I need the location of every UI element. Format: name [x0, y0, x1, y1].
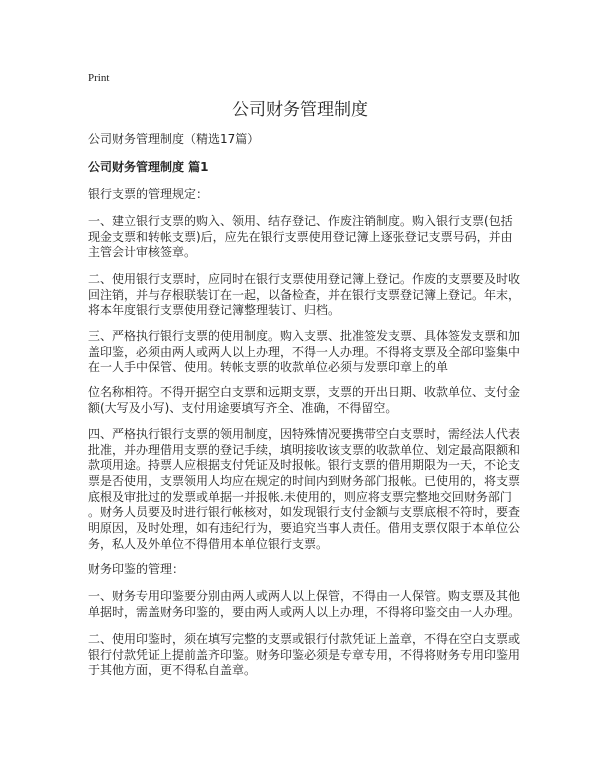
paragraph-line: 四、严格执行银行支票的领用制度，因特殊情况要携带空白支票时，需经法人代表	[88, 427, 521, 441]
paragraph-line: 。财务人员要及时进行银行帐核对，如发现银行支付金额与支票底根不符时，要查	[88, 505, 521, 520]
paragraph-line: 底根及审批过的发票或单据一并报帐.未使用的，则应将支票完整地交回财务部门	[88, 489, 512, 504]
paragraph	[88, 589, 548, 620]
paragraph-line: 单据时，需盖财务印鉴的，要由两人或两人以上办理，不得将印鉴交由一人办理。	[88, 604, 521, 619]
paragraph-line: 一、建立银行支票的购入、领用、结存登记、作废注销制度。购入银行支票(包括	[88, 214, 513, 228]
paragraph-line: 现金支票和转帐支票)后，应先在银行支票使用登记簿上逐张登记支票号码，并由	[88, 229, 513, 244]
paragraph-line: 位名称相符。不得开据空白支票和远期支票，支票的开出日期、收款单位、支付金	[88, 385, 521, 399]
paragraph-line: 财务印鉴的管理：	[88, 562, 185, 576]
paragraph-line: 二、使用印鉴时，须在填写完整的支票或银行付款凭证上盖章，不得在空白支票或	[88, 632, 521, 646]
paragraph	[88, 329, 548, 376]
paragraph-line: 明原因，及时处理，如有违纪行为，要追究当事人责任。借用支票仅限于本单位公	[88, 521, 521, 536]
paragraph	[88, 427, 548, 553]
paragraph-line: 将本年度银行支票使用登记簿整理装订、归档。	[88, 303, 341, 318]
document-subtitle: 公司财务管理制度（精选17篇）	[88, 132, 260, 146]
paragraph-line: 在一人手中保管、使用。转帐支票的收款单位必须与发票印章上的单	[88, 360, 449, 375]
paragraph-line: 盖印鉴，必须由两人或两人以上办理，不得一人办理。不得将支票及全部印鉴集中	[88, 344, 521, 359]
paragraph-line: 银行支票的管理规定：	[88, 187, 209, 201]
paragraph-line: 批准，并办理借用支票的登记手续，填明接收该支票的收款单位、划定最高限额和	[88, 442, 521, 457]
paragraph-line: 款项用途。持票人应根据支付凭证及时报帐。银行支票的借用期限为一天，不论支	[88, 458, 521, 473]
paragraph-line: 三、严格执行银行支票的使用制度。购入支票、批准签发支票、具体签发支票和加	[88, 329, 521, 343]
paragraph-line: 于其他方面，更不得私自盖章。	[88, 663, 257, 678]
paragraph	[88, 562, 548, 578]
paragraph-line: 务，私人及外单位不得借用本单位银行支票。	[88, 536, 329, 551]
paragraph-line: 二、使用银行支票时，应同时在银行支票使用登记簿上登记。作废的支票要及时收	[88, 272, 521, 286]
paragraph-line: 主管会计审核签章。	[88, 245, 197, 260]
print-label: Print	[88, 72, 110, 84]
paragraph-line: 票是否使用，支票领用人均应在规定的时间内到财务部门报帐。已使用的，将支票	[88, 474, 521, 489]
paragraph-line: 额(大写及小写)、支付用途要填写齐全、准确，不得留空。	[88, 400, 398, 415]
section-heading: 公司财务管理制度 篇1	[88, 160, 209, 174]
paragraph	[88, 632, 548, 679]
paragraph	[88, 385, 548, 416]
paragraph-line: 回注销，并与存根联装订在一起，以备检查，并在银行支票登记簿上登记。年末，	[88, 287, 521, 302]
paragraph	[88, 214, 548, 261]
paragraph	[88, 187, 548, 203]
paragraph-line: 一、财务专用印鉴要分别由两人或两人以上保管，不得由一人保管。购支票及其他	[88, 589, 521, 603]
paragraph	[88, 272, 548, 319]
document-title: 公司财务管理制度	[232, 100, 368, 120]
paragraph-line: 银行付款凭证上提前盖齐印鉴。财务印鉴必须是专章专用，不得将财务专用印鉴用	[88, 647, 521, 662]
